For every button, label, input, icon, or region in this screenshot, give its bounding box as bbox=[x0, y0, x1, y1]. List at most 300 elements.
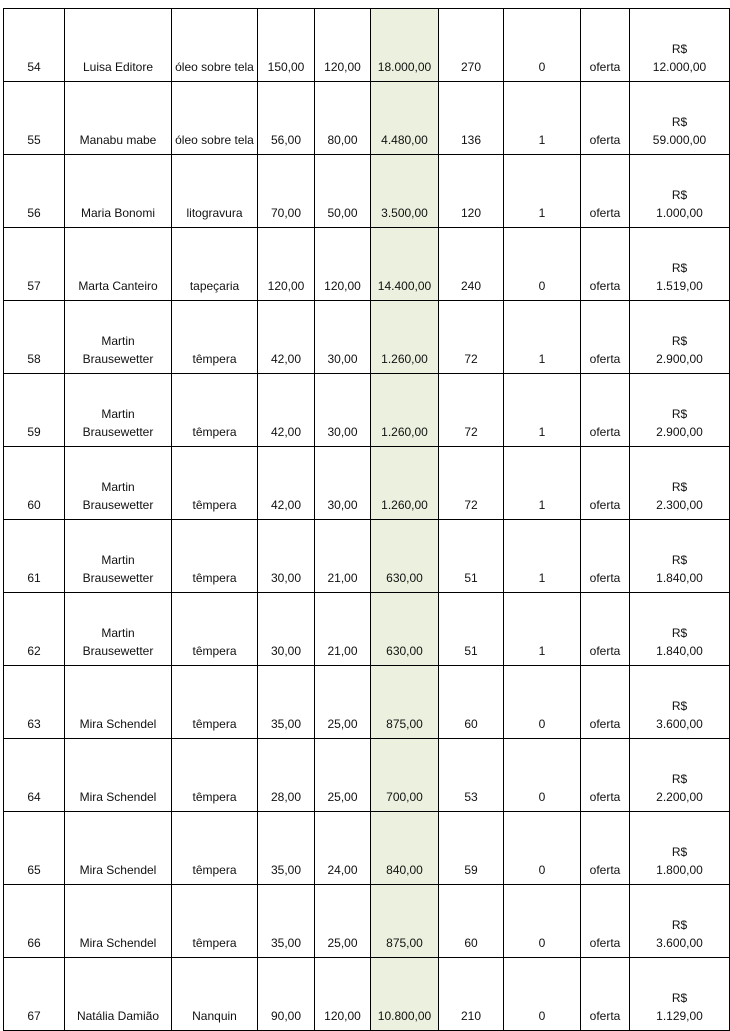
area-cell bbox=[371, 812, 439, 885]
flag-cell bbox=[504, 374, 581, 447]
height-cell bbox=[315, 885, 371, 958]
currency-symbol: R$ bbox=[671, 334, 688, 348]
type-text: oferta bbox=[589, 425, 621, 439]
technique-cell bbox=[172, 82, 258, 155]
flag-cell bbox=[504, 82, 581, 155]
type-cell bbox=[581, 593, 630, 666]
price-value: 3.600,00 bbox=[656, 717, 703, 731]
table-row bbox=[4, 885, 730, 958]
width-cell bbox=[258, 812, 315, 885]
technique-text: têmpera bbox=[192, 498, 237, 512]
perimeter-cell bbox=[439, 301, 504, 374]
artist-cell bbox=[65, 885, 172, 958]
row-number-text: 61 bbox=[27, 571, 41, 585]
row-number-cell bbox=[4, 9, 65, 82]
height-cell bbox=[315, 155, 371, 228]
perimeter-cell bbox=[439, 374, 504, 447]
price-value: 1.519,00 bbox=[656, 279, 703, 293]
price-value: 2.300,00 bbox=[656, 498, 703, 512]
type-cell bbox=[581, 812, 630, 885]
area-text: 875,00 bbox=[386, 717, 423, 731]
currency-symbol: R$ bbox=[671, 42, 688, 56]
height-text: 25,00 bbox=[327, 936, 358, 950]
height-text: 120,00 bbox=[324, 279, 361, 293]
technique-text: Nanquin bbox=[192, 1009, 237, 1023]
flag-text: 0 bbox=[538, 1009, 546, 1023]
artist-text: Maria Bonomi bbox=[80, 206, 156, 220]
row-number-text: 65 bbox=[27, 863, 41, 877]
area-text: 1.260,00 bbox=[381, 425, 428, 439]
technique-cell bbox=[172, 155, 258, 228]
height-text: 30,00 bbox=[327, 425, 358, 439]
technique-cell bbox=[172, 374, 258, 447]
price-value: 1.800,00 bbox=[656, 863, 703, 877]
currency-symbol: R$ bbox=[671, 991, 688, 1005]
perimeter-cell bbox=[439, 9, 504, 82]
perimeter-text: 60 bbox=[464, 936, 478, 950]
technique-cell bbox=[172, 666, 258, 739]
perimeter-cell bbox=[439, 228, 504, 301]
height-cell bbox=[315, 520, 371, 593]
height-text: 50,00 bbox=[327, 206, 358, 220]
width-cell bbox=[258, 228, 315, 301]
row-number-text: 59 bbox=[27, 425, 41, 439]
type-text: oferta bbox=[589, 863, 621, 877]
type-text: oferta bbox=[589, 206, 621, 220]
price-cell bbox=[630, 155, 730, 228]
width-cell bbox=[258, 9, 315, 82]
height-text: 21,00 bbox=[327, 644, 358, 658]
type-cell bbox=[581, 739, 630, 812]
type-text: oferta bbox=[589, 644, 621, 658]
row-number-cell bbox=[4, 739, 65, 812]
artist-cell bbox=[65, 520, 172, 593]
price-cell bbox=[630, 812, 730, 885]
width-text: 30,00 bbox=[270, 644, 302, 658]
height-cell bbox=[315, 82, 371, 155]
width-cell bbox=[258, 374, 315, 447]
area-cell bbox=[371, 520, 439, 593]
artist-text: Mira Schendel bbox=[79, 936, 157, 950]
flag-text: 1 bbox=[538, 571, 546, 585]
height-cell bbox=[315, 739, 371, 812]
flag-text: 1 bbox=[538, 352, 546, 366]
table-row bbox=[4, 812, 730, 885]
type-cell bbox=[581, 301, 630, 374]
type-cell bbox=[581, 666, 630, 739]
area-cell bbox=[371, 666, 439, 739]
row-number-text: 54 bbox=[27, 60, 41, 74]
type-text: oferta bbox=[589, 133, 621, 147]
width-cell bbox=[258, 958, 315, 1031]
area-text: 840,00 bbox=[386, 863, 423, 877]
flag-cell bbox=[504, 155, 581, 228]
artist-text: Natália Damião bbox=[76, 1009, 160, 1023]
perimeter-cell bbox=[439, 155, 504, 228]
artist-cell bbox=[65, 374, 172, 447]
price-value: 2.900,00 bbox=[656, 352, 703, 366]
width-cell bbox=[258, 301, 315, 374]
currency-symbol: R$ bbox=[671, 407, 688, 421]
type-text: oferta bbox=[589, 352, 621, 366]
height-cell bbox=[315, 374, 371, 447]
row-number-text: 66 bbox=[27, 936, 41, 950]
currency-symbol: R$ bbox=[671, 480, 688, 494]
price-cell bbox=[630, 520, 730, 593]
row-number-text: 55 bbox=[27, 133, 41, 147]
area-text: 18.000,00 bbox=[377, 60, 432, 74]
currency-symbol: R$ bbox=[671, 188, 688, 202]
type-text: oferta bbox=[589, 279, 621, 293]
currency-symbol: R$ bbox=[671, 553, 688, 567]
width-cell bbox=[258, 155, 315, 228]
flag-cell bbox=[504, 447, 581, 520]
technique-cell bbox=[172, 885, 258, 958]
perimeter-cell bbox=[439, 520, 504, 593]
row-number-cell bbox=[4, 885, 65, 958]
flag-cell bbox=[504, 958, 581, 1031]
width-cell bbox=[258, 593, 315, 666]
price-value: 2.900,00 bbox=[656, 425, 703, 439]
flag-cell bbox=[504, 228, 581, 301]
row-number-text: 64 bbox=[27, 790, 41, 804]
width-text: 42,00 bbox=[270, 352, 302, 366]
height-text: 25,00 bbox=[327, 717, 358, 731]
artist-text: Martin Brausewetter bbox=[82, 553, 154, 585]
technique-cell bbox=[172, 447, 258, 520]
artist-cell bbox=[65, 82, 172, 155]
currency-symbol: R$ bbox=[671, 626, 688, 640]
artist-text: Marta Canteiro bbox=[78, 279, 158, 293]
technique-text: óleo sobre tela bbox=[175, 60, 254, 74]
height-cell bbox=[315, 812, 371, 885]
price-cell bbox=[630, 374, 730, 447]
flag-cell bbox=[504, 9, 581, 82]
artwork-table bbox=[3, 8, 730, 1031]
height-text: 24,00 bbox=[327, 863, 358, 877]
area-cell bbox=[371, 82, 439, 155]
table-body bbox=[4, 9, 730, 1031]
width-cell bbox=[258, 666, 315, 739]
perimeter-cell bbox=[439, 812, 504, 885]
width-text: 70,00 bbox=[270, 206, 302, 220]
width-text: 35,00 bbox=[270, 936, 302, 950]
price-cell bbox=[630, 9, 730, 82]
technique-cell bbox=[172, 520, 258, 593]
perimeter-text: 72 bbox=[464, 498, 478, 512]
price-cell bbox=[630, 447, 730, 520]
perimeter-text: 51 bbox=[464, 571, 478, 585]
artist-cell bbox=[65, 9, 172, 82]
artist-text: Martin Brausewetter bbox=[82, 334, 154, 366]
artist-cell bbox=[65, 666, 172, 739]
technique-text: têmpera bbox=[192, 936, 237, 950]
technique-cell bbox=[172, 812, 258, 885]
table-row bbox=[4, 301, 730, 374]
currency-symbol: R$ bbox=[671, 699, 688, 713]
artist-cell bbox=[65, 812, 172, 885]
area-text: 630,00 bbox=[386, 644, 423, 658]
technique-cell bbox=[172, 301, 258, 374]
area-cell bbox=[371, 739, 439, 812]
width-text: 35,00 bbox=[270, 717, 302, 731]
perimeter-cell bbox=[439, 958, 504, 1031]
artist-cell bbox=[65, 958, 172, 1031]
area-text: 700,00 bbox=[386, 790, 423, 804]
height-cell bbox=[315, 228, 371, 301]
technique-text: óleo sobre tela bbox=[175, 133, 254, 147]
area-cell bbox=[371, 958, 439, 1031]
type-text: oferta bbox=[589, 1009, 621, 1023]
row-number-text: 60 bbox=[27, 498, 41, 512]
height-cell bbox=[315, 9, 371, 82]
height-text: 120,00 bbox=[324, 60, 361, 74]
technique-text: têmpera bbox=[192, 352, 237, 366]
perimeter-text: 51 bbox=[464, 644, 478, 658]
flag-text: 0 bbox=[538, 936, 546, 950]
flag-text: 0 bbox=[538, 863, 546, 877]
area-cell bbox=[371, 9, 439, 82]
flag-text: 1 bbox=[538, 644, 546, 658]
table-row bbox=[4, 666, 730, 739]
area-cell bbox=[371, 374, 439, 447]
perimeter-text: 59 bbox=[464, 863, 478, 877]
perimeter-text: 72 bbox=[464, 352, 478, 366]
area-cell bbox=[371, 155, 439, 228]
row-number-text: 67 bbox=[27, 1009, 41, 1023]
technique-text: têmpera bbox=[192, 571, 237, 585]
table-row bbox=[4, 82, 730, 155]
width-text: 90,00 bbox=[270, 1009, 302, 1023]
technique-text: tapeçaria bbox=[189, 279, 240, 293]
flag-text: 0 bbox=[538, 717, 546, 731]
flag-cell bbox=[504, 885, 581, 958]
technique-cell bbox=[172, 739, 258, 812]
artist-text: Martin Brausewetter bbox=[82, 480, 154, 512]
price-value: 1.840,00 bbox=[656, 571, 703, 585]
row-number-cell bbox=[4, 374, 65, 447]
price-cell bbox=[630, 739, 730, 812]
artist-text: Mira Schendel bbox=[79, 863, 157, 877]
flag-text: 1 bbox=[538, 133, 546, 147]
currency-symbol: R$ bbox=[671, 845, 688, 859]
area-text: 1.260,00 bbox=[381, 352, 428, 366]
row-number-text: 57 bbox=[27, 279, 41, 293]
table-row bbox=[4, 520, 730, 593]
row-number-cell bbox=[4, 812, 65, 885]
area-text: 14.400,00 bbox=[377, 279, 432, 293]
currency-symbol: R$ bbox=[671, 918, 688, 932]
currency-symbol: R$ bbox=[671, 115, 688, 129]
price-value: 2.200,00 bbox=[656, 790, 703, 804]
width-text: 35,00 bbox=[270, 863, 302, 877]
flag-text: 0 bbox=[538, 60, 546, 74]
perimeter-cell bbox=[439, 885, 504, 958]
type-cell bbox=[581, 447, 630, 520]
width-text: 42,00 bbox=[270, 425, 302, 439]
price-value: 1.000,00 bbox=[656, 206, 703, 220]
flag-cell bbox=[504, 520, 581, 593]
height-text: 30,00 bbox=[327, 498, 358, 512]
width-text: 56,00 bbox=[270, 133, 302, 147]
type-text: oferta bbox=[589, 498, 621, 512]
area-text: 4.480,00 bbox=[381, 133, 428, 147]
flag-cell bbox=[504, 812, 581, 885]
width-text: 42,00 bbox=[270, 498, 302, 512]
width-text: 120,00 bbox=[267, 279, 305, 293]
width-cell bbox=[258, 447, 315, 520]
perimeter-cell bbox=[439, 447, 504, 520]
perimeter-text: 240 bbox=[460, 279, 482, 293]
price-cell bbox=[630, 82, 730, 155]
table-row bbox=[4, 739, 730, 812]
artist-cell bbox=[65, 739, 172, 812]
perimeter-text: 53 bbox=[464, 790, 478, 804]
table-row bbox=[4, 958, 730, 1031]
height-text: 25,00 bbox=[327, 790, 358, 804]
row-number-cell bbox=[4, 958, 65, 1031]
flag-text: 1 bbox=[538, 425, 546, 439]
artist-text: Mira Schendel bbox=[79, 717, 157, 731]
price-value: 12.000,00 bbox=[652, 60, 707, 74]
artist-cell bbox=[65, 593, 172, 666]
currency-symbol: R$ bbox=[671, 772, 688, 786]
technique-cell bbox=[172, 9, 258, 82]
row-number-cell bbox=[4, 155, 65, 228]
width-text: 150,00 bbox=[267, 60, 305, 74]
perimeter-cell bbox=[439, 82, 504, 155]
type-text: oferta bbox=[589, 717, 621, 731]
row-number-text: 58 bbox=[27, 352, 41, 366]
height-cell bbox=[315, 593, 371, 666]
type-text: oferta bbox=[589, 790, 621, 804]
price-cell bbox=[630, 958, 730, 1031]
row-number-text: 63 bbox=[27, 717, 41, 731]
width-cell bbox=[258, 885, 315, 958]
area-text: 1.260,00 bbox=[381, 498, 428, 512]
technique-text: litogravura bbox=[186, 206, 243, 220]
width-text: 30,00 bbox=[270, 571, 302, 585]
type-text: oferta bbox=[589, 60, 621, 74]
table-row bbox=[4, 374, 730, 447]
artist-cell bbox=[65, 447, 172, 520]
row-number-cell bbox=[4, 593, 65, 666]
technique-text: têmpera bbox=[192, 790, 237, 804]
row-number-cell bbox=[4, 520, 65, 593]
flag-text: 1 bbox=[538, 206, 546, 220]
type-cell bbox=[581, 520, 630, 593]
perimeter-text: 210 bbox=[460, 1009, 482, 1023]
width-text: 28,00 bbox=[270, 790, 302, 804]
row-number-text: 62 bbox=[27, 644, 41, 658]
area-cell bbox=[371, 301, 439, 374]
perimeter-text: 72 bbox=[464, 425, 478, 439]
table-row bbox=[4, 9, 730, 82]
table-row bbox=[4, 447, 730, 520]
technique-text: têmpera bbox=[192, 425, 237, 439]
height-text: 120,00 bbox=[324, 1009, 361, 1023]
technique-text: têmpera bbox=[192, 717, 237, 731]
perimeter-text: 136 bbox=[460, 133, 482, 147]
row-number-cell bbox=[4, 301, 65, 374]
artist-text: Martin Brausewetter bbox=[82, 626, 154, 658]
perimeter-text: 120 bbox=[460, 206, 482, 220]
height-text: 80,00 bbox=[327, 133, 358, 147]
artist-text: Martin Brausewetter bbox=[82, 407, 154, 439]
flag-cell bbox=[504, 301, 581, 374]
perimeter-cell bbox=[439, 739, 504, 812]
row-number-cell bbox=[4, 666, 65, 739]
technique-text: têmpera bbox=[192, 863, 237, 877]
perimeter-cell bbox=[439, 593, 504, 666]
type-text: oferta bbox=[589, 936, 621, 950]
height-cell bbox=[315, 301, 371, 374]
area-cell bbox=[371, 447, 439, 520]
price-cell bbox=[630, 228, 730, 301]
price-value: 1.840,00 bbox=[656, 644, 703, 658]
row-number-cell bbox=[4, 447, 65, 520]
technique-cell bbox=[172, 228, 258, 301]
artist-text: Manabu mabe bbox=[79, 133, 157, 147]
flag-cell bbox=[504, 593, 581, 666]
height-cell bbox=[315, 666, 371, 739]
technique-cell bbox=[172, 958, 258, 1031]
area-cell bbox=[371, 885, 439, 958]
height-cell bbox=[315, 447, 371, 520]
type-cell bbox=[581, 958, 630, 1031]
type-text: oferta bbox=[589, 571, 621, 585]
price-value: 59.000,00 bbox=[652, 133, 707, 147]
height-cell bbox=[315, 958, 371, 1031]
row-number-cell bbox=[4, 82, 65, 155]
table-row bbox=[4, 228, 730, 301]
price-cell bbox=[630, 301, 730, 374]
area-cell bbox=[371, 228, 439, 301]
width-cell bbox=[258, 82, 315, 155]
type-cell bbox=[581, 885, 630, 958]
flag-text: 0 bbox=[538, 790, 546, 804]
artist-cell bbox=[65, 228, 172, 301]
row-number-cell bbox=[4, 228, 65, 301]
flag-cell bbox=[504, 666, 581, 739]
width-cell bbox=[258, 520, 315, 593]
flag-text: 0 bbox=[538, 279, 546, 293]
price-value: 3.600,00 bbox=[656, 936, 703, 950]
artist-text: Luisa Editore bbox=[82, 60, 154, 74]
width-cell bbox=[258, 739, 315, 812]
type-cell bbox=[581, 82, 630, 155]
type-cell bbox=[581, 374, 630, 447]
area-cell bbox=[371, 593, 439, 666]
price-cell bbox=[630, 593, 730, 666]
artist-cell bbox=[65, 155, 172, 228]
type-cell bbox=[581, 228, 630, 301]
height-text: 30,00 bbox=[327, 352, 358, 366]
price-cell bbox=[630, 885, 730, 958]
technique-text: têmpera bbox=[192, 644, 237, 658]
perimeter-cell bbox=[439, 666, 504, 739]
row-number-text: 56 bbox=[27, 206, 41, 220]
artist-cell bbox=[65, 301, 172, 374]
perimeter-text: 270 bbox=[460, 60, 482, 74]
flag-text: 1 bbox=[538, 498, 546, 512]
area-text: 10.800,00 bbox=[377, 1009, 432, 1023]
technique-cell bbox=[172, 593, 258, 666]
area-text: 3.500,00 bbox=[381, 206, 428, 220]
area-text: 875,00 bbox=[386, 936, 423, 950]
price-value: 1.129,00 bbox=[656, 1009, 703, 1023]
type-cell bbox=[581, 9, 630, 82]
